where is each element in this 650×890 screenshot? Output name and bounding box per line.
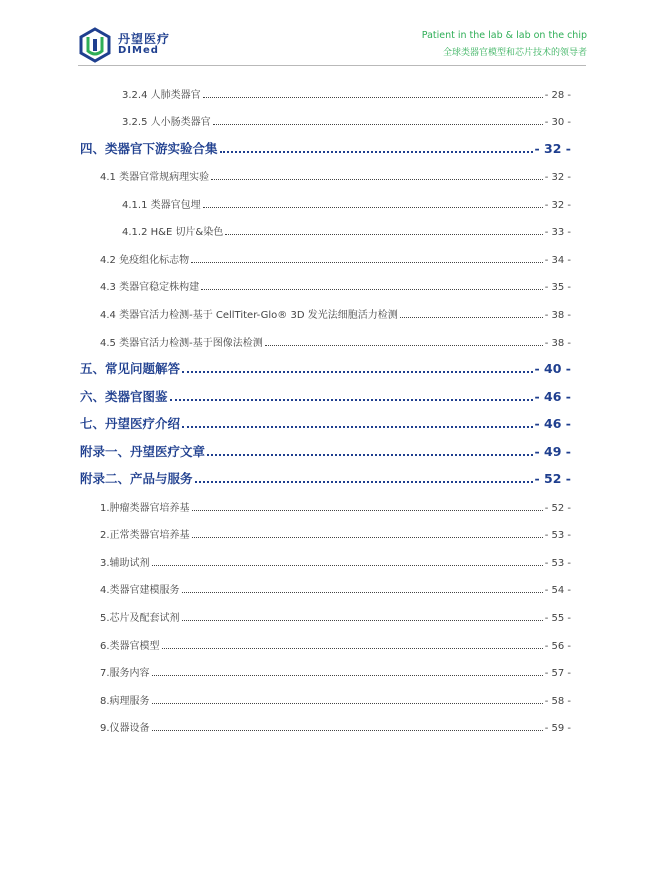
dot-leader bbox=[192, 531, 543, 538]
toc-entry[interactable] bbox=[80, 139, 571, 157]
toc-entry-page: - 38 - bbox=[544, 338, 571, 349]
dot-leader bbox=[182, 419, 533, 429]
toc-entry-page: - 58 - bbox=[544, 696, 571, 707]
dot-leader bbox=[213, 118, 543, 125]
toc-entry[interactable] bbox=[100, 637, 571, 652]
dot-leader bbox=[220, 144, 533, 154]
toc-entry[interactable] bbox=[100, 168, 571, 183]
toc-entry-page: - 49 - bbox=[534, 444, 571, 459]
toc-entry-title: 4.1 类器官常规病理实验 bbox=[100, 172, 210, 183]
toc-entry-page: - 59 - bbox=[544, 723, 571, 734]
toc-entry-page: - 52 - bbox=[544, 503, 571, 514]
dot-leader bbox=[182, 614, 543, 621]
toc-entry-title: 4.3 类器官稳定株构建 bbox=[100, 282, 200, 293]
toc-entry-title: 2.正常类器官培养基 bbox=[100, 530, 190, 541]
dot-leader bbox=[182, 586, 543, 593]
toc-entry-title: 附录二、产品与服务 bbox=[80, 471, 193, 486]
toc-entry-page: - 40 - bbox=[534, 361, 571, 376]
toc-entry[interactable] bbox=[122, 113, 571, 128]
toc-entry[interactable] bbox=[80, 442, 571, 460]
toc-entry-title: 七、丹望医疗介绍 bbox=[80, 416, 181, 431]
toc-entry-page: - 53 - bbox=[544, 558, 571, 569]
dot-leader bbox=[203, 201, 543, 208]
toc-entry-page: - 53 - bbox=[544, 530, 571, 541]
toc-entry-title: 3.2.4 人肺类器官 bbox=[122, 90, 201, 101]
toc-entry-title: 3.辅助试剂 bbox=[100, 558, 150, 569]
toc-entry-title: 3.2.5 人小肠类器官 bbox=[122, 117, 211, 128]
dot-leader bbox=[152, 724, 543, 731]
dimed-logo-icon bbox=[77, 27, 113, 63]
toc-entry-page: - 52 - bbox=[534, 471, 571, 486]
toc-entry-page: - 32 - bbox=[544, 200, 571, 211]
toc-entry-page: - 32 - bbox=[534, 141, 571, 156]
dot-leader bbox=[152, 559, 543, 566]
toc-entry[interactable] bbox=[80, 359, 571, 377]
toc-entry-title: 7.服务内容 bbox=[100, 668, 150, 679]
dot-leader bbox=[170, 392, 533, 402]
toc-entry[interactable] bbox=[100, 719, 571, 734]
toc-entry[interactable] bbox=[100, 609, 571, 624]
toc-entry-title: 4.1.2 H&E 切片&染色 bbox=[122, 227, 224, 238]
toc-entry[interactable] bbox=[80, 469, 571, 487]
dot-leader bbox=[201, 283, 543, 290]
dot-leader bbox=[207, 447, 533, 457]
toc-entry-title: 4.4 类器官活力检测-基于 CellTiter-Glo® 3D 发光法细胞活力检测 bbox=[100, 310, 398, 321]
toc-entry-page: - 28 - bbox=[544, 90, 571, 101]
toc-entry-title: 1.肿瘤类器官培养基 bbox=[100, 503, 190, 514]
toc-entry-title: 4.类器官建模服务 bbox=[100, 585, 180, 596]
header-divider bbox=[78, 65, 586, 66]
toc-entry[interactable] bbox=[100, 306, 571, 321]
toc-entry[interactable] bbox=[122, 223, 571, 238]
dot-leader bbox=[182, 364, 533, 374]
toc-entry-title: 附录一、丹望医疗文章 bbox=[80, 444, 206, 459]
toc-entry-page: - 35 - bbox=[544, 282, 571, 293]
toc-entry-title: 4.5 类器官活力检测-基于图像法检测 bbox=[100, 338, 263, 349]
toc-entry[interactable] bbox=[100, 499, 571, 514]
toc-entry-title: 6.类器官模型 bbox=[100, 641, 160, 652]
toc-entry-title: 8.病理服务 bbox=[100, 696, 150, 707]
toc-entry[interactable] bbox=[100, 581, 571, 596]
toc-entry-page: - 30 - bbox=[544, 117, 571, 128]
brand-name-cn: 丹望医疗 bbox=[118, 32, 171, 46]
toc-entry-title: 六、类器官图鉴 bbox=[80, 389, 168, 404]
toc-entry-page: - 32 - bbox=[544, 172, 571, 183]
dot-leader bbox=[152, 697, 543, 704]
toc-entry[interactable] bbox=[100, 554, 571, 569]
toc-entry-page: - 38 - bbox=[544, 310, 571, 321]
dot-leader bbox=[152, 669, 543, 676]
dot-leader bbox=[203, 91, 543, 98]
dot-leader bbox=[195, 474, 533, 484]
toc-entry[interactable] bbox=[100, 664, 571, 679]
toc-entry-title: 4.1.1 类器官包埋 bbox=[122, 200, 201, 211]
dot-leader bbox=[225, 228, 542, 235]
toc-entry[interactable] bbox=[100, 334, 571, 349]
dot-leader bbox=[162, 642, 543, 649]
toc-entry-title: 5.芯片及配套试剂 bbox=[100, 613, 180, 624]
toc-entry[interactable] bbox=[122, 86, 571, 101]
toc-entry-page: - 57 - bbox=[544, 668, 571, 679]
toc-entry-title: 9.仪器设备 bbox=[100, 723, 150, 734]
toc-entry[interactable] bbox=[80, 414, 571, 432]
dot-leader bbox=[265, 339, 543, 346]
toc-entry-page: - 46 - bbox=[534, 389, 571, 404]
dot-leader bbox=[192, 504, 543, 511]
toc-entry-page: - 56 - bbox=[544, 641, 571, 652]
dot-leader bbox=[191, 256, 543, 263]
toc-entry-page: - 46 - bbox=[534, 416, 571, 431]
toc-entry[interactable] bbox=[100, 278, 571, 293]
toc-entry-page: - 33 - bbox=[544, 227, 571, 238]
toc-entry[interactable] bbox=[80, 387, 571, 405]
toc-entry[interactable] bbox=[100, 251, 571, 266]
tagline-en: Patient in the lab & lab on the chip bbox=[421, 30, 587, 41]
toc-entry-title: 五、常见问题解答 bbox=[80, 361, 181, 376]
dot-leader bbox=[211, 173, 543, 180]
toc-entry[interactable] bbox=[100, 692, 571, 707]
tagline-cn: 全球类器官模型和芯片技术的领导者 bbox=[442, 48, 587, 58]
toc-entry-page: - 54 - bbox=[544, 585, 571, 596]
page-header bbox=[0, 0, 650, 66]
brand-name-en: DIMed bbox=[118, 45, 159, 56]
toc-entry[interactable] bbox=[122, 196, 571, 211]
toc-entry-title: 四、类器官下游实验合集 bbox=[80, 141, 218, 156]
dot-leader bbox=[400, 311, 543, 318]
toc-entry-page: - 34 - bbox=[544, 255, 571, 266]
toc-entry[interactable] bbox=[100, 526, 571, 541]
toc-entry-title: 4.2 免疫组化标志物 bbox=[100, 255, 190, 266]
toc-entry-page: - 55 - bbox=[544, 613, 571, 624]
